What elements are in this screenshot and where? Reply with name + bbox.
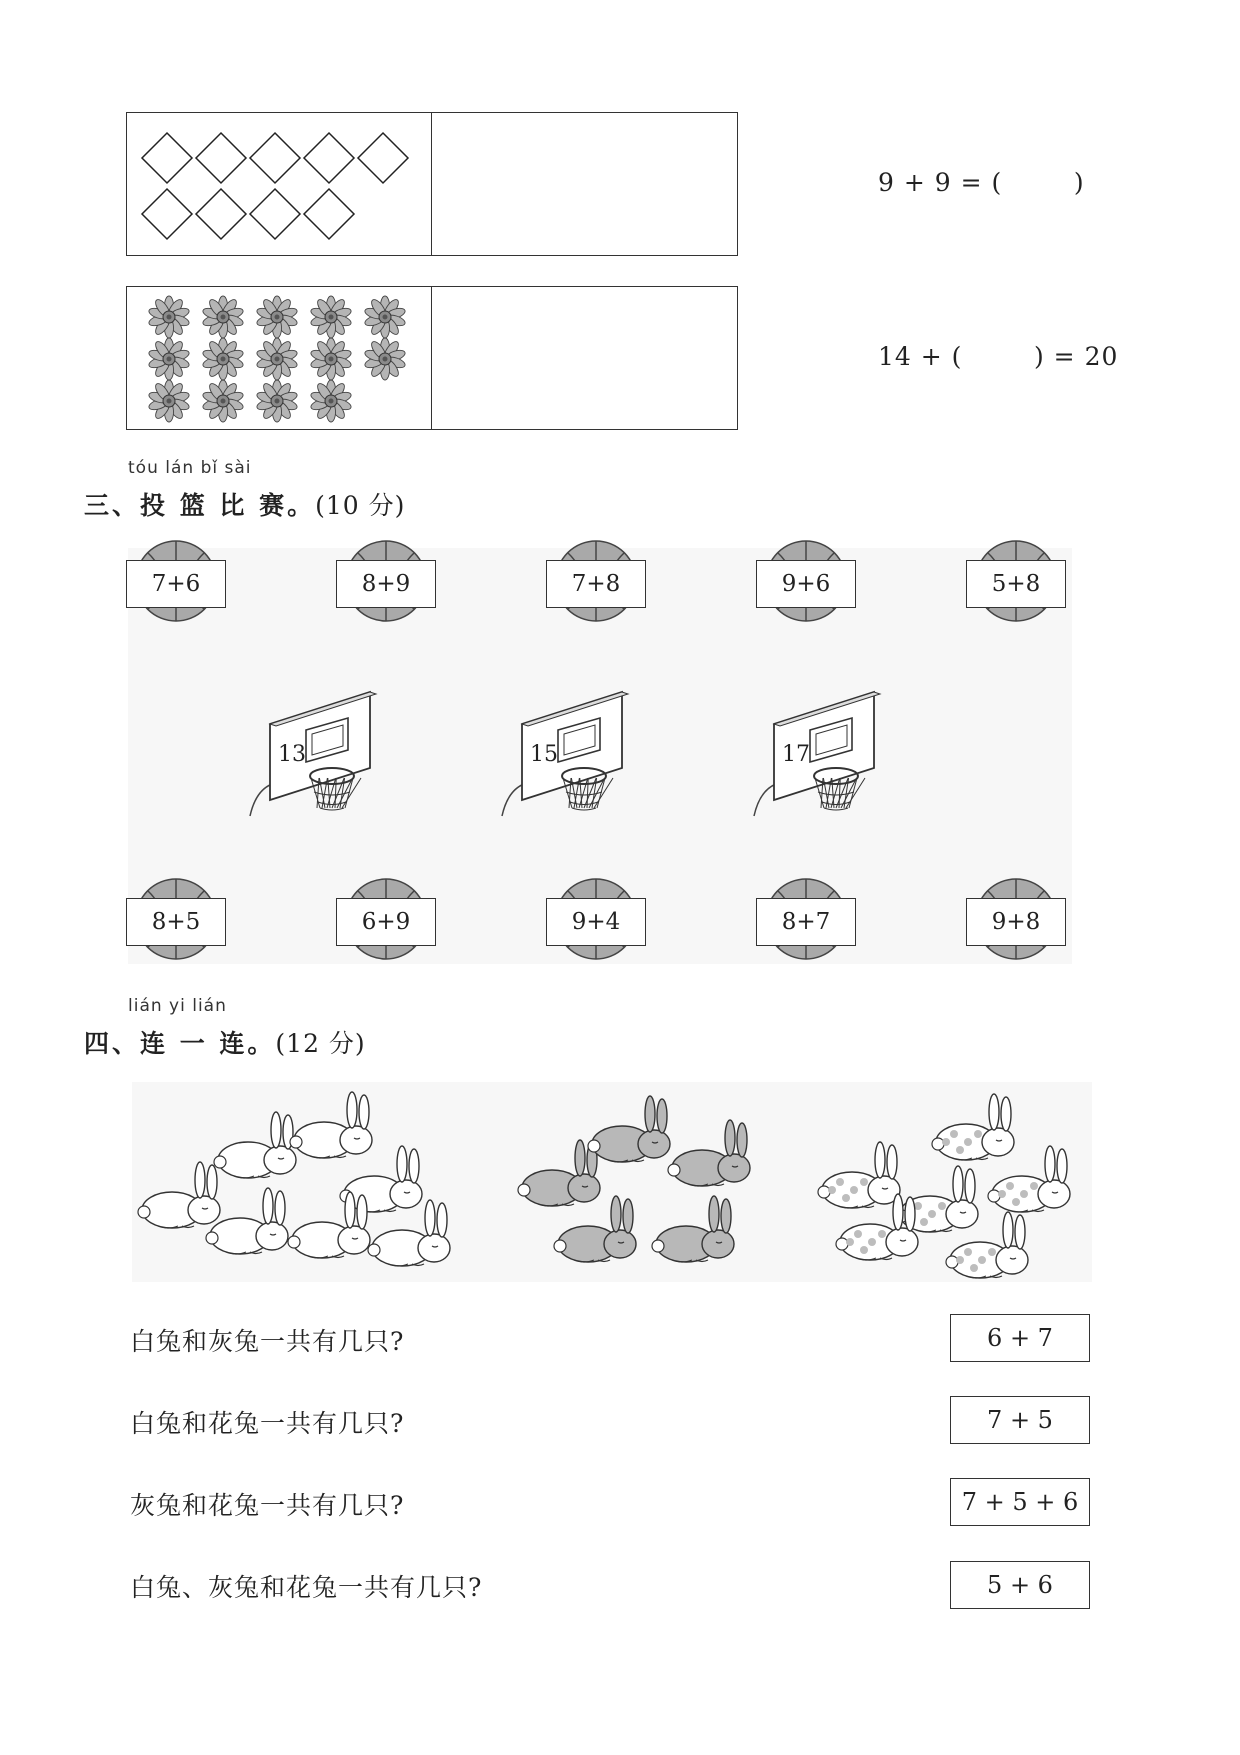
top-basketball[interactable] xyxy=(966,540,1066,622)
question-3: 灰兔和花兔一共有几只? xyxy=(130,1491,405,1520)
gray-rabbit-icon xyxy=(588,1096,670,1162)
section-4-heading xyxy=(84,1024,366,1060)
ball-expression: 9+4 xyxy=(546,898,646,946)
flower-icon xyxy=(364,338,407,380)
white-rabbit-icon xyxy=(214,1112,296,1178)
bottom-basketball[interactable] xyxy=(756,878,856,960)
ball-expression: 5+8 xyxy=(966,560,1066,608)
hoop-number: 13 xyxy=(278,742,306,767)
diamond-panel xyxy=(126,112,738,256)
ball-expression: 8+7 xyxy=(756,898,856,946)
rabbit-illustration xyxy=(128,1072,1098,1292)
option-box-2[interactable]: 7 + 5 xyxy=(950,1396,1090,1444)
ball-expression: 9+8 xyxy=(966,898,1066,946)
diamond-shape xyxy=(304,133,354,183)
flower-icon xyxy=(310,338,353,380)
top-basketball[interactable] xyxy=(756,540,856,622)
question-2: 白兔和花兔一共有几只? xyxy=(130,1409,405,1438)
section-4-title: 四、连 一 连。 xyxy=(84,1029,276,1058)
flower-icon xyxy=(256,380,299,422)
white-rabbit-icon xyxy=(138,1162,220,1228)
basketball-hoop[interactable] xyxy=(248,688,408,828)
diamond-shape xyxy=(196,133,246,183)
section-3-title: 三、投 篮 比 赛。 xyxy=(84,491,316,520)
equation-row-1: 9 + 9 = ( ) xyxy=(878,168,1085,197)
bottom-basketball[interactable] xyxy=(546,878,646,960)
flower-panel xyxy=(126,286,738,430)
question-4: 白兔、灰兔和花兔一共有几只? xyxy=(130,1573,483,1602)
hoop-icon xyxy=(500,688,660,828)
diamond-shape xyxy=(250,189,300,239)
white-rabbit-icon xyxy=(206,1188,288,1254)
panel-divider xyxy=(431,113,432,255)
flower-icon xyxy=(256,338,299,380)
diamond-shape xyxy=(358,133,408,183)
ball-expression: 7+6 xyxy=(126,560,226,608)
gray-rabbit-icon xyxy=(652,1196,734,1262)
flower-icon xyxy=(256,296,299,338)
section-3-heading xyxy=(84,486,405,522)
option-box-4[interactable]: 5 + 6 xyxy=(950,1561,1090,1609)
ball-expression: 8+9 xyxy=(336,560,436,608)
answer-drawing-area[interactable] xyxy=(433,113,737,255)
ball-expression: 9+6 xyxy=(756,560,856,608)
top-basketball[interactable] xyxy=(336,540,436,622)
ball-expression: 8+5 xyxy=(126,898,226,946)
flower-icon xyxy=(202,338,245,380)
basketball-hoop[interactable] xyxy=(500,688,660,828)
flower-icon xyxy=(148,380,191,422)
gray-rabbit-icon xyxy=(668,1120,750,1186)
white-rabbit-icon xyxy=(288,1192,370,1258)
diamond-group xyxy=(127,113,432,255)
hoop-number: 17 xyxy=(782,742,810,767)
white-rabbit-icon xyxy=(290,1092,372,1158)
hoop-icon xyxy=(248,688,408,828)
diamond-shape xyxy=(304,189,354,239)
panel-divider xyxy=(431,287,432,429)
flower-icon xyxy=(202,296,245,338)
ball-expression: 6+9 xyxy=(336,898,436,946)
option-box-1[interactable]: 6 + 7 xyxy=(950,1314,1090,1362)
equation-row-2: 14 + ( ) = 20 xyxy=(878,342,1119,371)
flower-icon xyxy=(310,296,353,338)
gray-rabbit-icon xyxy=(518,1140,600,1206)
flower-group xyxy=(127,287,432,429)
basketball-hoop[interactable] xyxy=(752,688,912,828)
spotted-rabbit-icon xyxy=(932,1094,1014,1160)
diamond-shape xyxy=(142,133,192,183)
bottom-basketball[interactable] xyxy=(126,878,226,960)
bottom-basketball[interactable] xyxy=(966,878,1066,960)
ball-expression: 7+8 xyxy=(546,560,646,608)
section-3-pinyin: tóu lán bǐ sài xyxy=(128,458,252,478)
flower-icon xyxy=(310,380,353,422)
bottom-basketball[interactable] xyxy=(336,878,436,960)
diamond-shape xyxy=(196,189,246,239)
flower-icon xyxy=(202,380,245,422)
diamond-shape xyxy=(250,133,300,183)
top-basketball[interactable] xyxy=(546,540,646,622)
question-1: 白兔和灰兔一共有几只? xyxy=(130,1327,405,1356)
flower-icon xyxy=(148,296,191,338)
section-4-points: (12 分) xyxy=(275,1029,366,1058)
flower-icon xyxy=(148,338,191,380)
answer-drawing-area[interactable] xyxy=(433,287,737,429)
diamond-shape xyxy=(142,189,192,239)
option-box-3[interactable]: 7 + 5 + 6 xyxy=(950,1478,1090,1526)
spotted-rabbit-icon xyxy=(818,1142,900,1208)
top-basketball[interactable] xyxy=(126,540,226,622)
flower-icon xyxy=(364,296,407,338)
section-3-points: (10 分) xyxy=(315,491,406,520)
section-4-pinyin: lián yi lián xyxy=(128,996,227,1016)
hoop-number: 15 xyxy=(530,742,558,767)
hoop-icon xyxy=(752,688,912,828)
